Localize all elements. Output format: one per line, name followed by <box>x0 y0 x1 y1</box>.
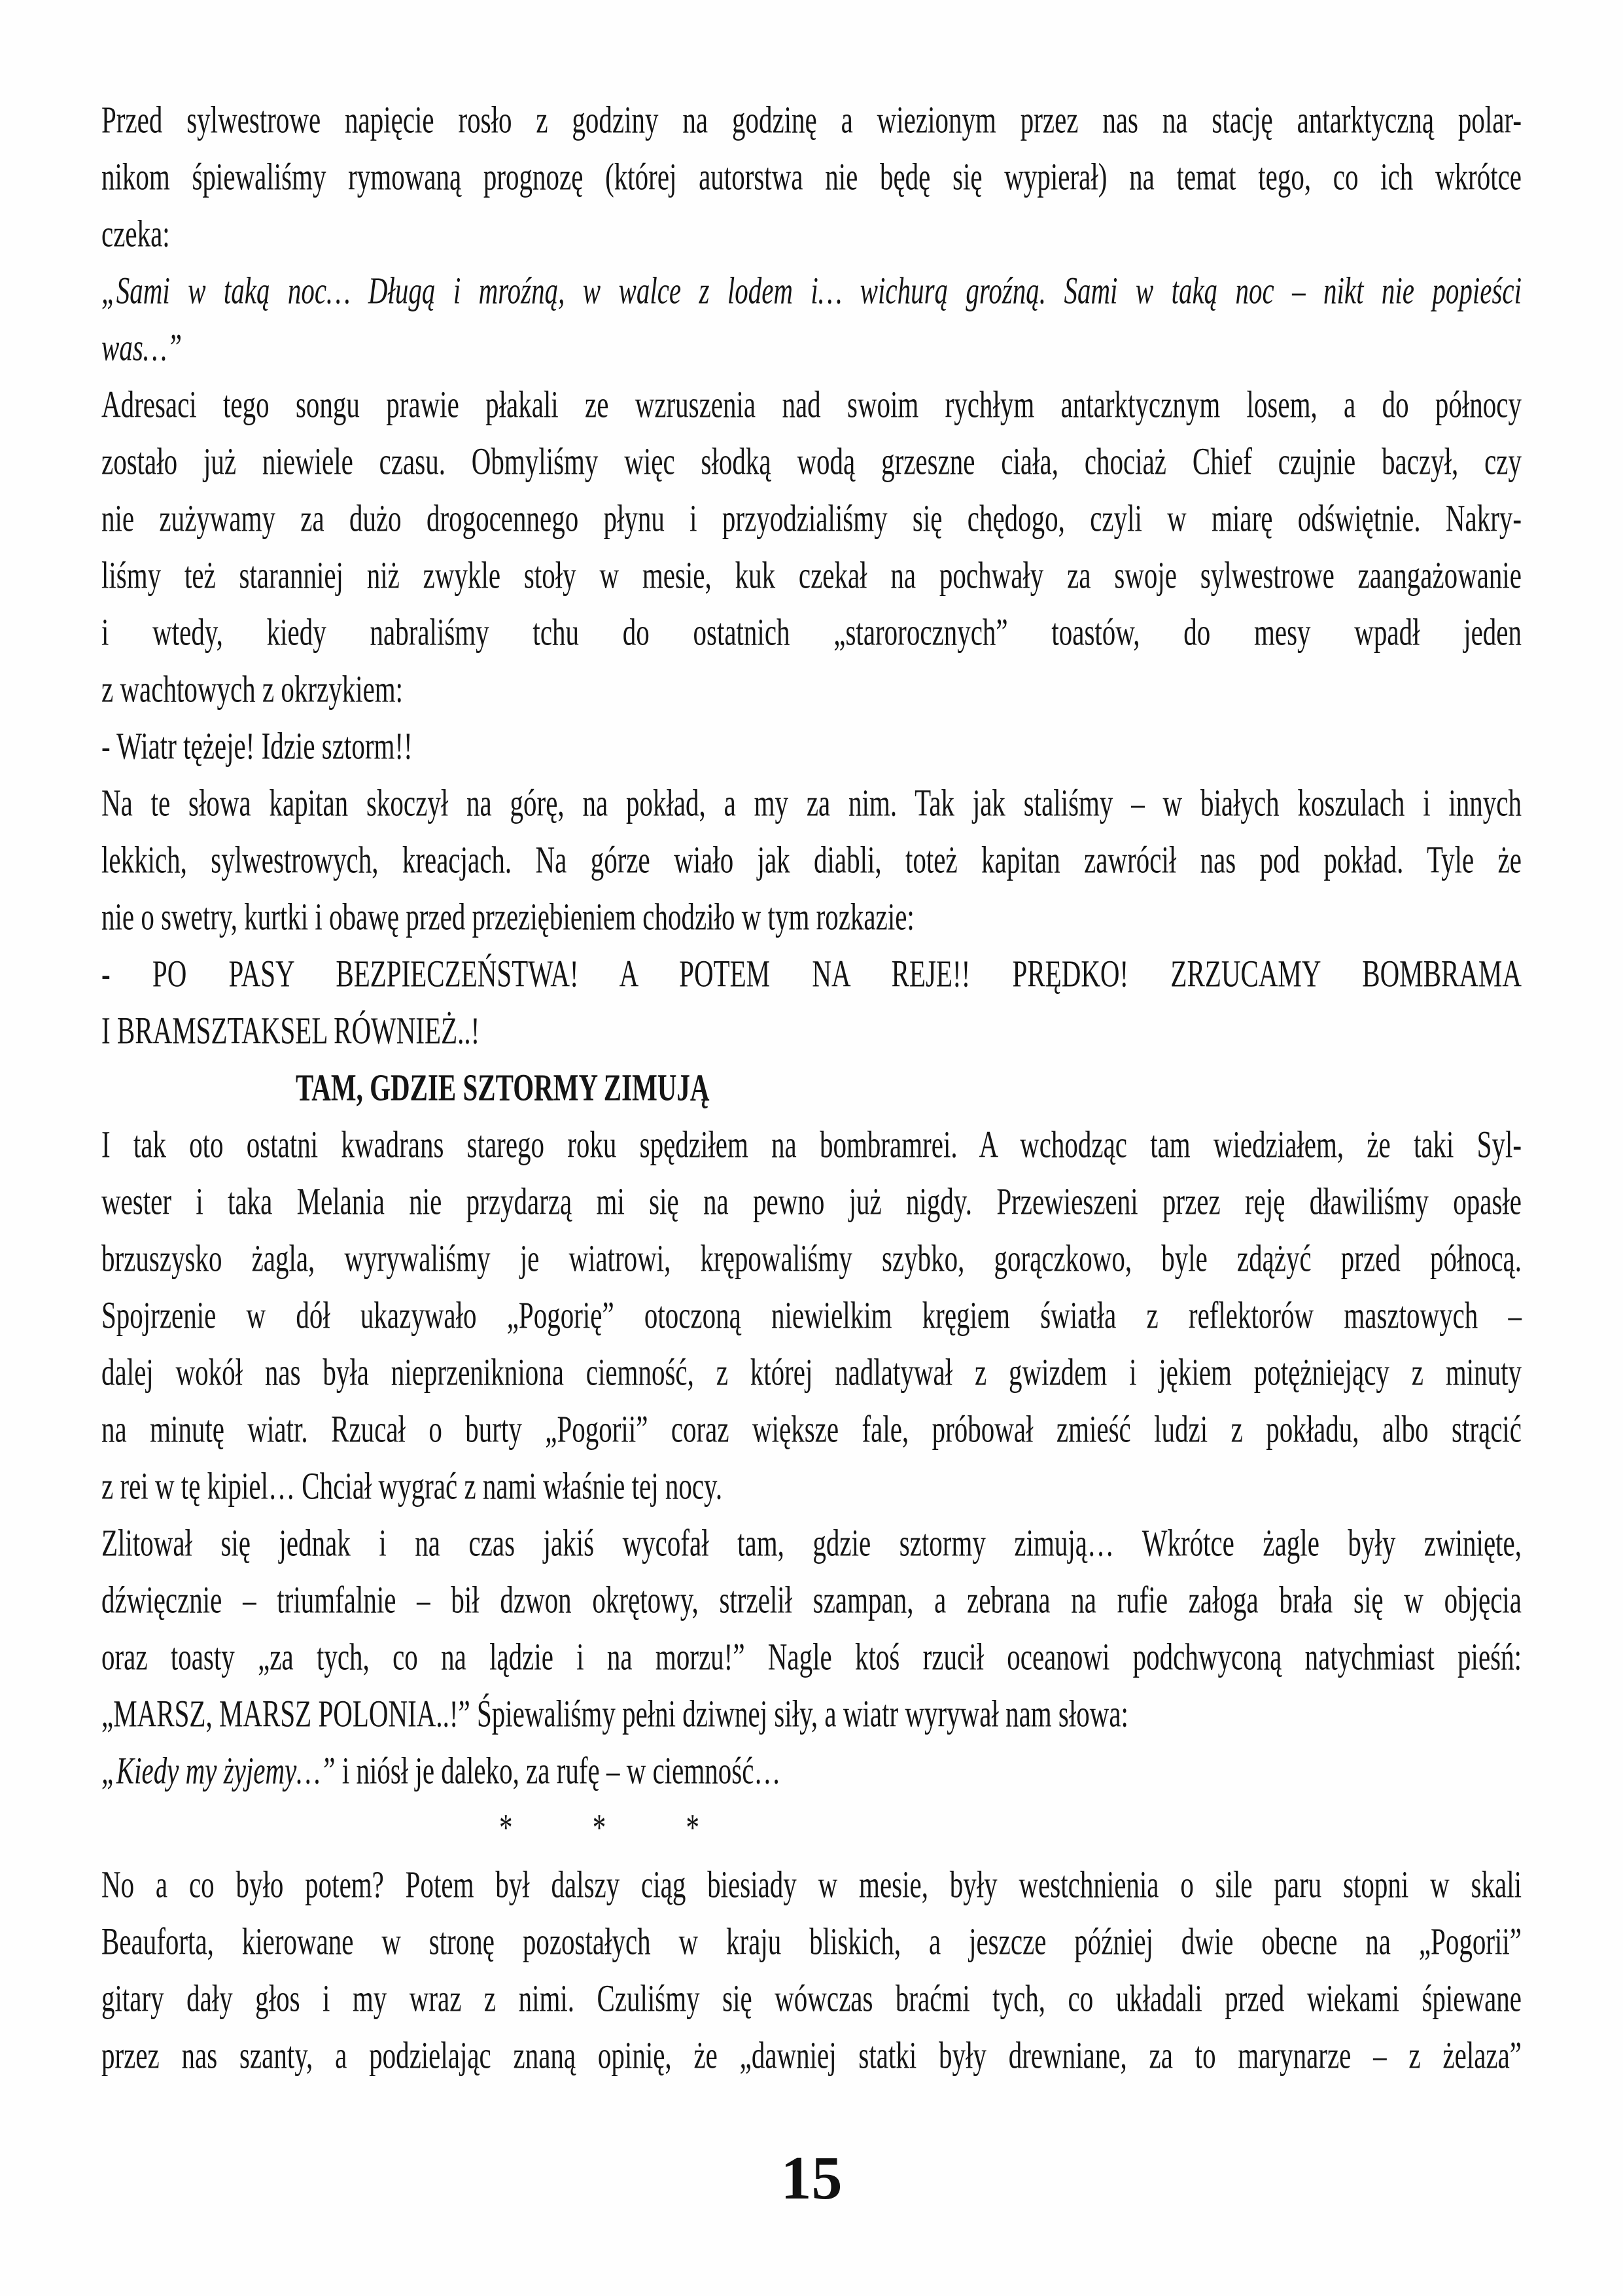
text-line: i wtedy, kiedy nabraliśmy tchu do ostatnich „starorocznych” toastów, do mesy wpadł jeden <box>101 610 1522 654</box>
text-line: I tak oto ostatni kwadrans starego roku spędziłem na bombramrei. A wchodząc tam wiedziałem, że taki Syl- <box>101 1123 1522 1166</box>
text-line: na minutę wiatr. Rzucał o burty „Pogorii” coraz większe fale, próbował zmieść ludzi z pokładu, albo strącić <box>101 1407 1522 1451</box>
text-line: lekkich, sylwestrowych, kreacjach. Na górze wiało jak diabli, toteż kapitan zawrócił nas pod pokład. Tyle że <box>101 838 1522 881</box>
text-line: liśmy też staranniej niż zwykle stoły w mesie, kuk czekał na pochwały za swoje sylwestrowe zaangażowanie <box>101 554 1522 597</box>
text-line: nie zużywamy za dużo drogocennego płynu i przyodzialiśmy się chędogo, czyli w miarę odświętnie. Nakry- <box>101 497 1522 540</box>
text-line: brzuszysko żagla, wyrywaliśmy je wiatrowi, krępowaliśmy szybko, gorączkowo, byle zdążyć przed północą. <box>101 1237 1522 1280</box>
section-separator: * * * <box>499 1806 699 1849</box>
text-line: z wachtowych z okrzykiem: <box>101 667 404 711</box>
text-line: dalej wokół nas była nieprzenikniona ciemność, z której nadlatywał z gwizdem i jękiem potężniejący z minuty <box>101 1351 1522 1394</box>
text-line: wester i taka Melania nie przydarzą mi się na pewno już nigdy. Przewieszeni przez reję dławiliśmy opasłe <box>101 1180 1522 1223</box>
text-line: „MARSZ, MARSZ POLONIA..!” Śpiewaliśmy pełni dziwnej siły, a wiatr wyrywał nam słowa: <box>101 1692 1128 1735</box>
text-line: zostało już niewiele czasu. Obmyliśmy więc słodką wodą grzeszne ciała, chociaż Chief czujnie baczył, czy <box>101 440 1522 483</box>
text-line: Przed sylwestrowe napięcie rosło z godziny na godzinę a wiezionym przez nas na stację antarktyczną polar- <box>101 98 1522 141</box>
text-line: przez nas szanty, a podzielając znaną opinię, że „dawniej statki były drewniane, za to marynarze – z żelaza” <box>101 2034 1522 2077</box>
quoted-italic-text: „Kiedy my żyjemy…” <box>101 1749 336 1792</box>
text-line: z rei w tę kipiel… Chciał wygrać z nami właśnie tej nocy. <box>101 1464 723 1508</box>
text-line: Beauforta, kierowane w stronę pozostałych w kraju bliskich, a jeszcze później dwie obecne na „Pogorii” <box>101 1920 1522 1963</box>
text-line: - Wiatr tężeje! Idzie sztorm!! <box>101 724 413 768</box>
text-line: Na te słowa kapitan skoczył na górę, na pokład, a my za nim. Tak jak staliśmy – w białych koszulach i innych <box>101 781 1522 824</box>
page-text <box>101 92 1522 2084</box>
text-line: Spojrzenie w dół ukazywało „Pogorię” otoczoną niewielkim kręgiem światła z reflektorów masztowych – <box>101 1294 1522 1337</box>
page-number: 15 <box>780 2144 843 2212</box>
text-line: gitary dały głos i my wraz z nimi. Czuliśmy się wówczas braćmi tych, co układali przed wiekami śpiewane <box>101 1977 1522 2020</box>
text-line: „Sami w taką noc… Długą i mroźną, w walce z lodem i… wichurą groźną. Sami w taką noc – nikt nie popieści <box>101 269 1522 312</box>
text-line: nie o swetry, kurtki i obawę przed przeziębieniem chodziło w tym rozkazie: <box>101 895 915 938</box>
text-line: No a co było potem? Potem był dalszy ciąg biesiady w mesie, były westchnienia o sile paru stopni w skali <box>101 1863 1522 1906</box>
text-line: czeka: <box>101 212 170 255</box>
text-line: Adresaci tego songu prawie płakali ze wzruszenia nad swoim rychłym antarktycznym losem, a do północy <box>101 383 1522 426</box>
text-line: nikom śpiewaliśmy rymowaną prognozę (której autorstwa nie będę się wypierał) na temat tego, co ich wkrótce <box>101 155 1522 198</box>
text-line: - PO PASY BEZPIECZEŃSTWA! A POTEM NA REJE!! PRĘDKO! ZRZUCAMY BOMBRAMA <box>101 952 1522 995</box>
text-line: oraz toasty „za tych, co na lądzie i na morzu!” Nagle ktoś rzucił oceanowi podchwyconą natychmiast pieśń: <box>101 1635 1522 1678</box>
text-line: dźwięcznie – triumfalnie – bił dzwon okrętowy, strzelił szampan, a zebrana na rufie załoga brała się w objęcia <box>101 1578 1522 1621</box>
text-line: I BRAMSZTAKSEL RÓWNIEŻ..! <box>101 1009 480 1052</box>
text-line: Zlitował się jednak i na czas jakiś wycofał tam, gdzie sztormy zimują… Wkrótce żagle były zwinięte, <box>101 1521 1522 1564</box>
section-heading: TAM, GDZIE SZTORMY ZIMUJĄ <box>296 1066 710 1109</box>
body-text: i niósł je daleko, za rufę – w ciemność… <box>335 1749 781 1792</box>
text-line: was…” <box>101 326 183 369</box>
